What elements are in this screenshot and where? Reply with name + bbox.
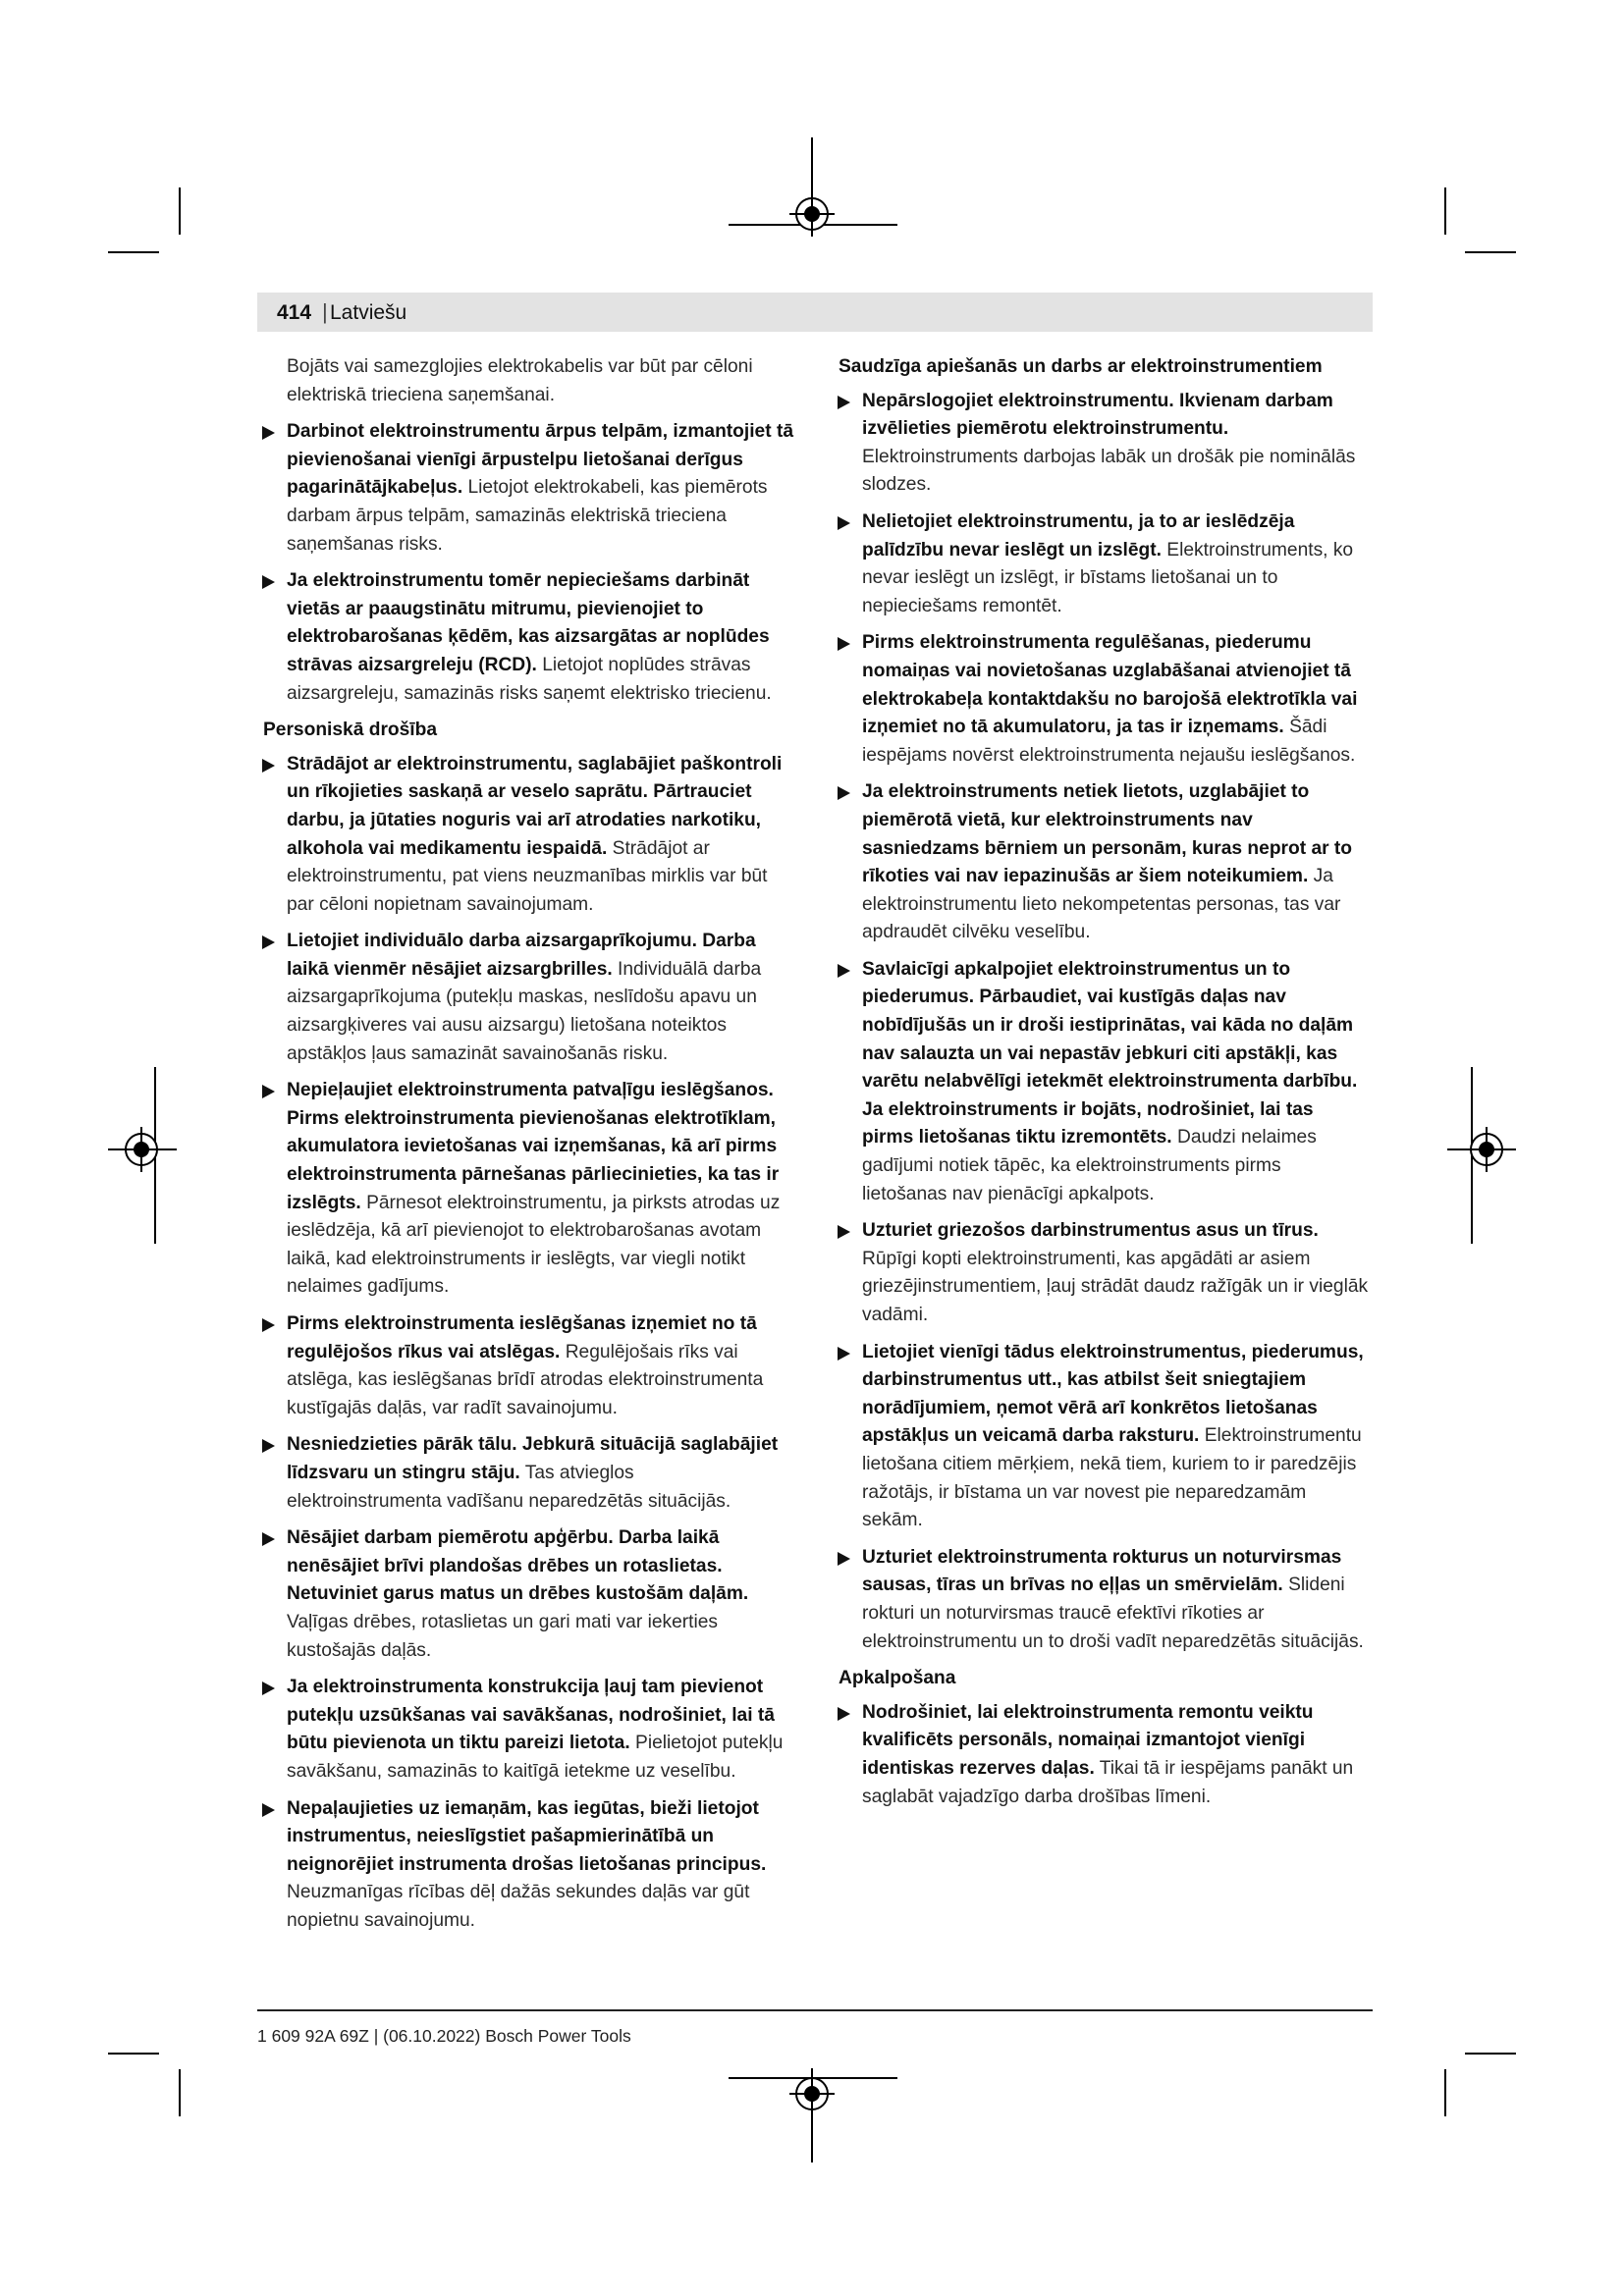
instruction-explanation-text: Pārnesot elektroinstrumentu, ja pirksts atrodas uz ieslēdzēja, kā arī pievienojot to elektrobarošanas avotam laikā, kad elektroinstruments ir ieslēgts, var viegli notikt nelaimes gadījums.	[287, 1192, 781, 1298]
instruction-explanation-text: Rūpīgi kopti elektroinstrumenti, kas apgādāti ar asiem griezējinstrumentiem, ļauj strādāt daudz ražīgāk un ir vieglāk vadāmi.	[862, 1248, 1369, 1325]
safety-instruction-item	[839, 778, 1369, 947]
crop-mark-top-left-h	[108, 251, 159, 253]
registration-mark-top	[795, 197, 829, 231]
instruction-bold-text: Darbinot elektroinstrumentu ārpus telpām, izmantojiet tā pievienošanai vienīgi ārpustelpu lietošanai derīgus pagarinātājkabeļus.	[287, 421, 794, 499]
instruction-bold-text: Nepieļaujiet elektroinstrumenta patvaļīgu ieslēgšanos. Pirms elektroinstrumenta pievienošanas elektrotīklam, akumulatora ievietošanas vai izņemšanas, kā arī pirms elektroinstrumenta pārnešanas pārliecinieties, ka tas ir izslēgts.	[287, 1080, 780, 1213]
safety-instruction-item	[263, 567, 793, 708]
instruction-explanation-text: Tikai tā ir iespējams panākt un saglabāt vajadzīgo darba drošības līmeni.	[862, 1757, 1354, 1807]
instruction-explanation-text: Lietojot elektrokabeli, kas piemērots darbam ārpus telpām, samazinās elektriskā trieciena saņemšanas risks.	[287, 477, 768, 555]
instruction-explanation-text: Tas atvieglos elektroinstrumenta vadīšanu neparedzētās situācijās.	[287, 1462, 731, 1512]
intro-paragraph: Bojāts vai samezglojies elektrokabelis var būt par cēloni elektriskā trieciena saņemšanai.	[287, 356, 753, 405]
safety-instruction-item	[839, 1699, 1369, 1811]
right-list-tool-care	[839, 388, 1369, 1657]
instruction-explanation-text: Neuzmanīgas rīcības dēļ dažās sekundes daļās var gūt nopietnu savainojumu.	[287, 1882, 750, 1931]
instruction-bold-text: Pirms elektroinstrumenta regulēšanas, piederumu nomaiņas vai novietošanas uzglabāšanai atvienojiet tā elektrokabeļa kontaktdakšu no barojošā elektrotīkla vai izņemiet no tā akumulatoru, ja tas ir izņemams.	[862, 632, 1358, 738]
instruction-explanation-text: Elektroinstruments, ko nevar ieslēgt un izslēgt, ir bīstams lietošanai un to nepieciešams remontēt.	[862, 539, 1354, 616]
instruction-explanation-text: Individuālā darba aizsargaprīkojuma (putekļu maskas, neslīdošu apavu un aizsargķiveres vai ausu aizsargu) lietošana noteiktos apstākļos ļaus samazināt savainošanās risku.	[287, 958, 762, 1064]
safety-instruction-item	[263, 928, 793, 1068]
instruction-explanation-text: Ja elektroinstrumentu lieto nekompetentas personas, tas var apdraudēt cilvēku veselību.	[862, 866, 1341, 943]
registration-mark-left	[125, 1133, 158, 1166]
crop-mark-top-left-v	[179, 187, 181, 235]
safety-instruction-item	[263, 418, 793, 559]
crop-mark-bottom-left-v	[179, 2069, 181, 2116]
safety-instruction-item	[839, 1217, 1369, 1329]
instruction-bold-text: Nesniedzieties pārāk tālu. Jebkurā situācijā saglabājiet līdzsvaru un stingru stāju.	[287, 1434, 779, 1483]
instruction-bold-text: Nodrošiniet, lai elektroinstrumenta remontu veiktu kvalificēts personāls, nomaiņai izmantojot vienīgi identiskas rezerves daļas.	[862, 1701, 1314, 1779]
instruction-explanation-text: Strādājot ar elektroinstrumentu, pat viens neuzmanības mirklis var būt par cēloni nopietnam savainojumam.	[287, 837, 768, 915]
section-heading-tool-care: Saudzīga apiešanās un darbs ar elektroinstrumentiem	[839, 356, 1323, 377]
left-column	[263, 353, 793, 1944]
instruction-explanation-text: Šādi iespējams novērst elektroinstrumenta nejaušu ieslēgšanos.	[862, 717, 1356, 766]
instruction-explanation-text: Vaļīgas drēbes, rotaslietas un gari mati var iekerties kustošajās daļās.	[287, 1611, 719, 1661]
instruction-bold-text: Nepārslogojiet elektroinstrumentu. Ikvienam darbam izvēlieties piemērotu elektroinstrumentu.	[862, 390, 1333, 440]
safety-instruction-item	[263, 1431, 793, 1516]
instruction-bold-text: Ja elektroinstruments netiek lietots, uzglabājiet to piemērotā vietā, kur elektroinstruments nav sasniedzams bērniem un personām, kuras neprot ar to rīkoties vai nav iepazinušās ar šiem noteikumiem.	[862, 781, 1353, 887]
safety-instruction-item	[263, 1795, 793, 1936]
section-heading-service: Apkalpošana	[839, 1668, 956, 1689]
registration-mark-right	[1470, 1133, 1503, 1166]
instruction-bold-text: Lietojiet individuālo darba aizsargaprīkojumu. Darba laikā vienmēr nēsājiet aizsargbrilles.	[287, 931, 756, 980]
crop-mark-bottom-right-v	[1444, 2069, 1446, 2116]
footer-rule	[257, 2009, 1373, 2011]
header-language: Latviešu	[330, 301, 407, 324]
safety-instruction-item	[263, 1674, 793, 1786]
instruction-explanation-text: Slideni rokturi un noturvirsmas traucē efektīvi rīkoties ar elektroinstrumentu un to droši vadīt neparedzētās situācijās.	[862, 1575, 1364, 1652]
instruction-bold-text: Strādājot ar elektroinstrumentu, saglabājiet paškontroli un rīkojieties saskaņā ar veselo saprātu. Pārtrauciet darbu, ja jūtaties noguris vai arī atrodaties narkotiku, alkohola vai medikamentu iespaidā.	[287, 753, 783, 859]
instruction-bold-text: Nēsājiet darbam piemērotu apģērbu. Darba laikā nenēsājiet brīvi plandošas drēbes un rotaslietas. Netuviniet garus matus un drēbes kustošām daļām.	[287, 1527, 749, 1605]
page-header	[257, 293, 1373, 332]
crop-mark-top-right-v	[1444, 187, 1446, 235]
instruction-bold-text: Lietojiet vienīgi tādus elektroinstrumentus, piederumus, darbinstrumentus utt., kas atbilst šeit sniegtajiem norādījumiem, ņemot vērā arī konkrētos lietošanas apstākļus un veicamā darba raksturu.	[862, 1341, 1364, 1447]
instruction-bold-text: Nepaļaujieties uz iemaņām, kas iegūtas, bieži lietojot instrumentus, neieslīgstiet pašapmierinātībā un neignorējiet instrumenta drošas lietošanas principus.	[287, 1797, 767, 1875]
safety-instruction-item	[839, 508, 1369, 620]
instruction-explanation-text: Regulējošais rīks vai atslēga, kas ieslēgšanas brīdī atrodas elektroinstrumenta kustīgajās daļās, var radīt savainojumu.	[287, 1341, 764, 1418]
instruction-bold-text: Nelietojiet elektroinstrumentu, ja to ar ieslēdzēja palīdzību nevar ieslēgt un izslēgt.	[862, 510, 1295, 561]
instruction-bold-text: Ja elektroinstrumenta konstrukcija ļauj tam pievienot putekļu uzsūkšanas vai savākšanas, nodrošiniet, lai tā būtu pievienota un tiktu pareizi lietota.	[287, 1677, 775, 1754]
registration-mark-bottom	[795, 2077, 829, 2110]
instruction-explanation-text: Lietojot noplūdes strāvas aizsargreleju, samazinās risks saņemt elektrisko triecienu.	[287, 654, 772, 704]
section-heading-personal-safety: Personiskā drošība	[263, 720, 438, 741]
header-separator: |	[322, 299, 328, 324]
safety-instruction-item	[839, 629, 1369, 770]
safety-instruction-item	[263, 1524, 793, 1665]
instruction-bold-text: Ja elektroinstrumentu tomēr nepieciešams darbināt vietās ar paaugstinātu mitrumu, pievienojiet to elektrobarošanas ķēdēm, kas aizsargātas ar noplūdes strāvas aizsargreleju (RCD).	[287, 570, 770, 675]
safety-instruction-item	[263, 1310, 793, 1422]
footer-text: 1 609 92A 69Z | (06.10.2022) Bosch Power Tools	[257, 2026, 631, 2046]
safety-instruction-item	[839, 388, 1369, 500]
instruction-explanation-text: Pielietojot putekļu savākšanu, samazinās to kaitīgā ietekme uz veselību.	[287, 1733, 784, 1782]
page-number: 414	[277, 301, 312, 324]
instruction-bold-text: Savlaicīgi apkalpojiet elektroinstrumentus un to piederumus. Pārbaudiet, vai kustīgās daļas nav nobīdījušās un ir droši iestiprinātas, vai kāda no daļām nav salauzta un vai nepastāv jebkuri citi apstākļi, kas varētu nelabvēlīgi ietekmēt elektroinstrumenta darbību. Ja elektroinstruments ir bojāts, nodrošiniet, lai tas pirms lietošanas tiktu izremontēts.	[862, 958, 1358, 1148]
left-list-electrical	[263, 418, 793, 708]
crop-mark-bottom-left-h	[108, 2053, 159, 2055]
right-column	[839, 353, 1369, 1820]
crop-mark-top-right-h	[1465, 251, 1516, 253]
safety-instruction-item	[839, 1544, 1369, 1656]
safety-instruction-item	[839, 1339, 1369, 1535]
right-list-service	[839, 1699, 1369, 1811]
safety-instruction-item	[263, 1077, 793, 1302]
instruction-explanation-text: Elektroinstrumentu lietošana citiem mērķiem, nekā tiem, kuriem to ir paredzējis ražotājs, ir bīstama un var novest pie neparedzamām sekām.	[862, 1425, 1362, 1531]
instruction-bold-text: Uzturiet elektroinstrumenta rokturus un noturvirsmas sausas, tīras un brīvas no eļļas un smērvielām.	[862, 1546, 1342, 1596]
instruction-explanation-text: Daudzi nelaimes gadījumi notiek tāpēc, ka elektroinstruments pirms lietošanas nav pienācīgi apkalpots.	[862, 1127, 1317, 1204]
left-list-personal-safety	[263, 751, 793, 1936]
instruction-bold-text: Uzturiet griezošos darbinstrumentus asus un tīrus.	[862, 1220, 1319, 1242]
crop-mark-bottom-right-h	[1465, 2053, 1516, 2055]
safety-instruction-item	[263, 751, 793, 920]
instruction-explanation-text: Elektroinstruments darbojas labāk un drošāk pie nominālās slodzes.	[862, 446, 1356, 496]
safety-instruction-item	[839, 956, 1369, 1208]
instruction-bold-text: Pirms elektroinstrumenta ieslēgšanas izņemiet no tā regulējošos rīkus vai atslēgas.	[287, 1313, 757, 1362]
